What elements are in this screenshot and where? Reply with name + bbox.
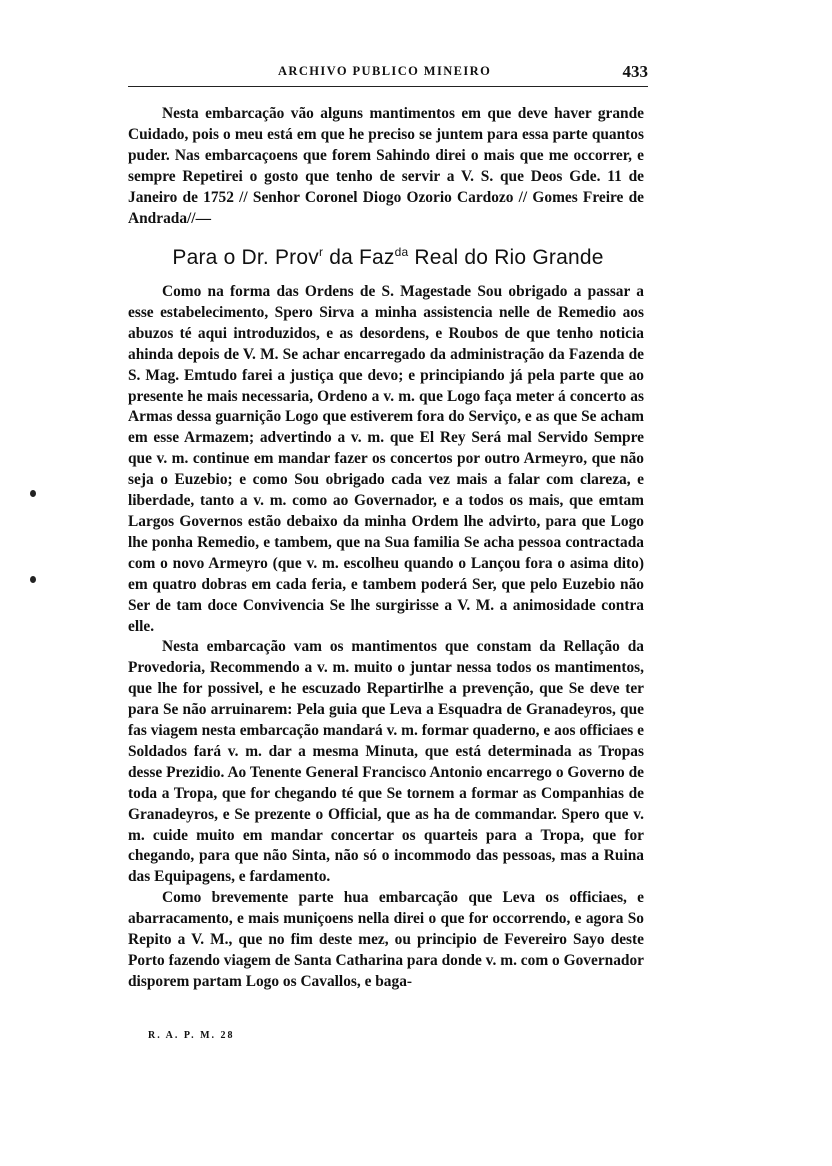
letter-body	[128, 282, 644, 993]
heading-prefix: Para o Dr. Prov	[172, 246, 319, 269]
page-footer-signature: R. A. P. M. 28	[148, 1030, 235, 1041]
heading-sup-1: r	[318, 245, 324, 259]
header-rule	[128, 86, 648, 87]
body-paragraph-2: Nesta embarcação vam os mantimentos que constam da Rellação da Provedoria, Recommendo a v. m. muito o juntar nessa todos os mantimentos, que lhe for possivel, e he escuzado Repartirlhe a prevenção, que Se deve ter para Se não arruinarem: Pela guia que Leva a Esquadra de Granadeyros, que fas viagem nesta embarcação mandará v. m. formar quaderno, e aos officiaes e Soldados fará v. m. dar a mesma Minuta, que está determinada as Tropas desse Prezidio. Ao Tenente General Francisco Antonio encarrego o Governo de toda a Tropa, que for chegando té que Se tornem a formar as Companhias de Granadeyros, e Se prezente o Official, que as ha de commandar. Spero que v. m. cuide muito em mandar concertar os quarteis para a Tropa, que for chegando, para que não Sinta, não só o incommodo das pessoas, mas a Ruina das Equipagens, e fardamento.	[128, 638, 644, 886]
header-title: ARCHIVO PUBLICO MINEIRO	[278, 64, 492, 78]
margin-mark	[30, 576, 36, 583]
heading-sup-2: da	[394, 245, 409, 259]
margin-mark	[30, 490, 36, 497]
running-header	[128, 62, 648, 86]
letter-heading	[128, 246, 648, 270]
heading-suffix: Real do Rio Grande	[408, 246, 604, 269]
intro-block	[128, 104, 644, 229]
heading-middle: da Faz	[323, 246, 395, 269]
body-paragraph-1: Como na forma das Ordens de S. Magestade Sou obrigado a passar a esse estabelecimento, Spero Sirva a minha assistencia nelle de Remedio aos abuzos té aqui introduzidos, e as desordens, e Roubos de que tenho noticia ahinda depois de V. M. Se achar encarregado da administração da Fazenda de S. Mag. Emtudo farei a justiça que devo; e principiando já pela parte que ao presente he mais necessaria, Ordeno a v. m. que Logo faça meter á concerto as Armas dessa guarnição Logo que estiverem fora do Serviço, e as que Se acham em esse Armazem; advertindo a v. m. que El Rey Será mal Servido Sempre que v. m. continue em mandar fazer os concertos por outro Armeyro, que não seja o Euzebio; e como Sou obrigado cada vez mais a falar com clareza, e liberdade, tanto a v. m. como ao Governador, e a todos os mais, que emtam Largos Governos estão debaixo da minha Ordem lhe advirto, para que Logo lhe ponha Remedio, e tambem, que na Sua familia Se acha pessoa contractada com o novo Armeyro (que v. m. escolheu quando o Lançou fora o asima dito) em quatro dobras em cada feria, e tambem poderá Ser, que pelo Euzebio não Ser de tam doce Convivencia Se lhe surgirisse a V. M. a animosidade contra elle.	[128, 283, 644, 635]
body-paragraph-3: Como brevemente parte hua embarcação que Leva os officiaes, e abarracamento, e mais muniçoens nella direi o que for occorrendo, e agora So Repito a V. M., que no fim deste mez, ou principio de Fevereiro Sayo deste Porto fazendo viagem de Santa Catharina para donde v. m. com o Governador disporem partam Logo os Cavallos, e baga-	[128, 889, 644, 990]
intro-paragraph: Nesta embarcação vão alguns mantimentos em que deve haver grande Cuidado, pois o meu está em que he preciso se juntem para essa parte quantos puder. Nas embarcaçoens que forem Sahindo direi o mais que me occorrer, e sempre Repetirei o gosto que tenho de servir a V. S. que Deos Gde. 11 de Janeiro de 1752 // Senhor Coronel Diogo Ozorio Cardozo // Gomes Freire de Andrada//—	[128, 105, 644, 227]
page-number: 433	[622, 62, 648, 81]
